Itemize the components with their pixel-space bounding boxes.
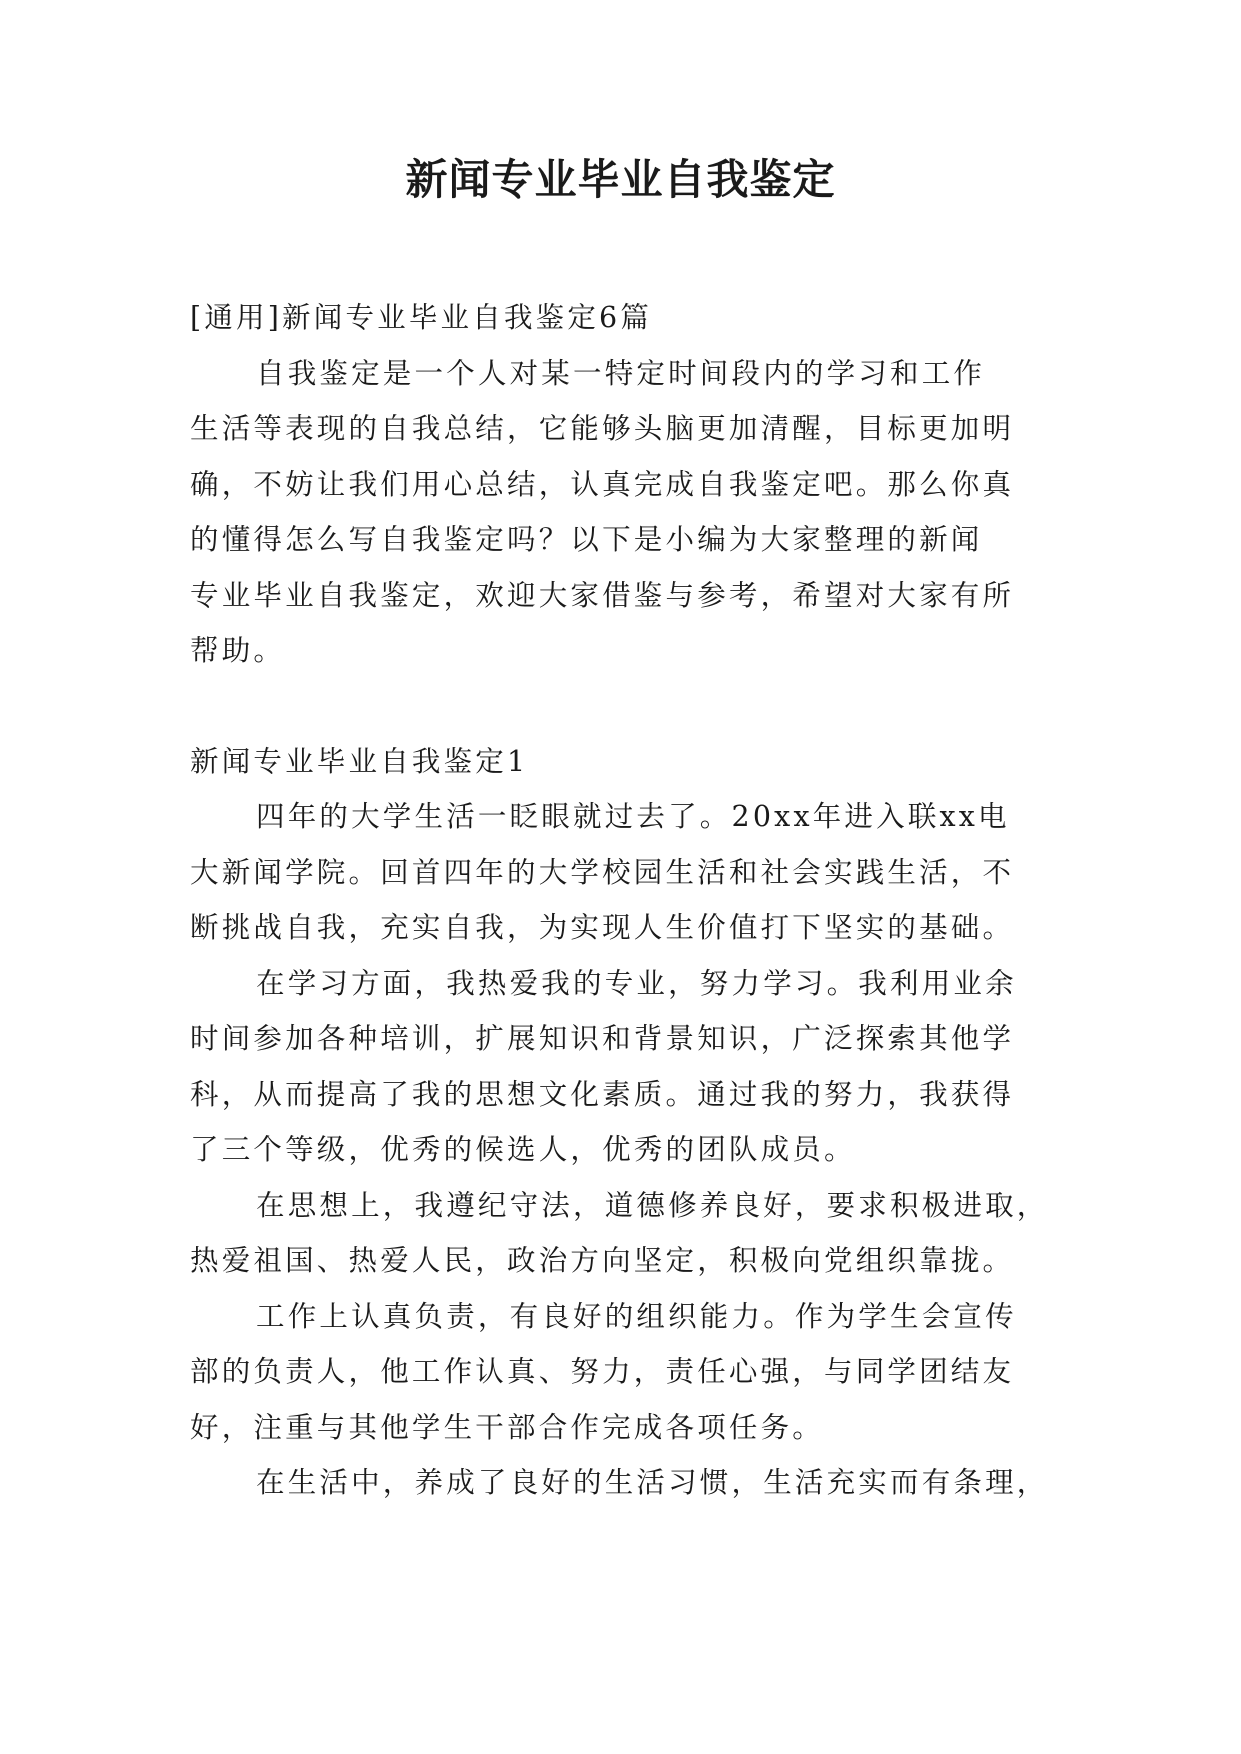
- body-line: 科，从而提高了我的思想文化素质。通过我的努力，我获得: [190, 1077, 1015, 1111]
- body-line: 在生活中，养成了良好的生活习惯，生活充实而有条理，: [256, 1466, 1049, 1499]
- paragraph-gap: [190, 679, 1070, 734]
- intro-line: 专业毕业自我鉴定，欢迎大家借鉴与参考，希望对大家有所: [190, 578, 1015, 612]
- body-line: 大新闻学院。回首四年的大学校园生活和社会实践生活，不: [190, 855, 1015, 889]
- body-line: 好，注重与其他学生干部合作完成各项任务。: [190, 1410, 825, 1444]
- body-line: 部的负责人，他工作认真、努力，责任心强，与同学团结友: [190, 1355, 1015, 1388]
- body-line: 时间参加各种培训，扩展知识和背景知识，广泛探索其他学: [190, 1022, 1015, 1055]
- document-body: [190, 290, 1070, 1511]
- intro-line: 确，不妨让我们用心总结，认真完成自我鉴定吧。那么你真: [190, 467, 1015, 501]
- body-line: 工作上认真负责，有良好的组织能力。作为学生会宣传: [256, 1299, 1017, 1333]
- body-line: 在学习方面，我热爱我的专业，努力学习。我利用业余: [256, 966, 1017, 1000]
- body-line: 了三个等级，优秀的候选人，优秀的团队成员。: [190, 1133, 856, 1166]
- body-line: 热爱祖国、热爱人民，政治方向坚定，积极向党组织靠拢。: [190, 1244, 1015, 1277]
- intro-line: 生活等表现的自我总结，它能够头脑更加清醒，目标更加明: [190, 412, 1015, 445]
- intro-line: 帮助。: [190, 634, 286, 667]
- document-title: 新闻专业毕业自我鉴定: [405, 155, 836, 204]
- body-line: 在思想上，我遵纪守法，道德修养良好，要求积极进取，: [256, 1188, 1049, 1222]
- body-line: 四年的大学生活一眨眼就过去了。20xx年进入联xx电: [256, 800, 1010, 833]
- intro-line: 的懂得怎么写自我鉴定吗？以下是小编为大家整理的新闻: [190, 523, 983, 556]
- section-heading: 新闻专业毕业自我鉴定1: [190, 744, 529, 778]
- intro-line: 自我鉴定是一个人对某一特定时间段内的学习和工作: [256, 356, 986, 390]
- document-subtitle: [通用]新闻专业毕业自我鉴定6篇: [190, 301, 653, 334]
- body-line: 断挑战自我，充实自我，为实现人生价值打下坚实的基础。: [190, 911, 1015, 944]
